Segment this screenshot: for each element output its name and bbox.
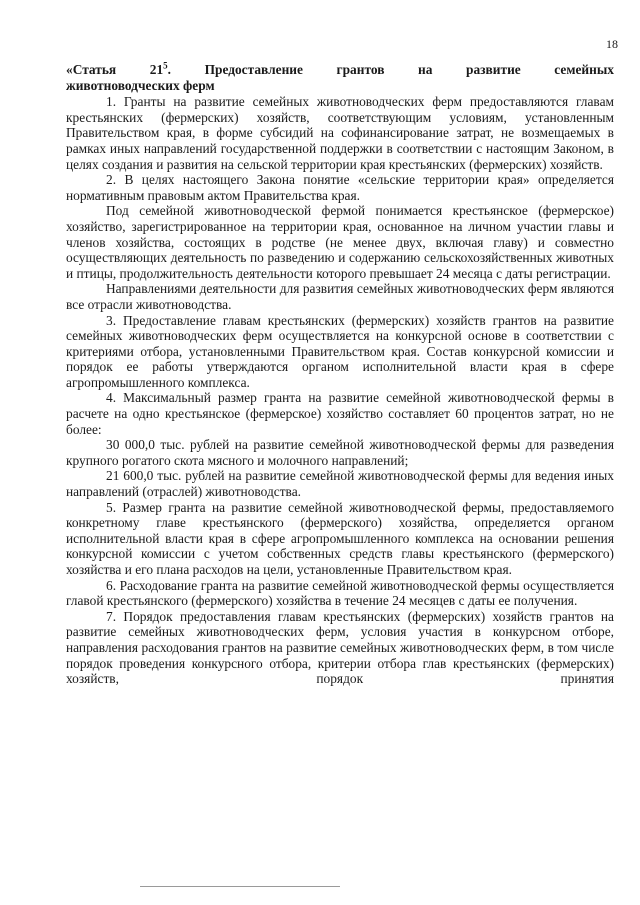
article-title-rest: . Предоставление грантов на развитие семейных	[167, 62, 614, 77]
document-body	[66, 62, 614, 687]
paragraph-6: 6. Расходование гранта на развитие семейной животноводческой фермы осуществляется главой крестьянского (фермерского) хозяйства в течение 24 месяцев с даты ее получения.	[66, 577, 614, 609]
paragraph-directions: Направлениями деятельности для развития семейных животноводческих ферм являются все отрасли животноводства.	[66, 281, 614, 312]
article-title-line2: животноводческих ферм	[66, 77, 215, 93]
paragraph-1: 1. Гранты на развитие семейных животноводческих ферм предоставляются главам крестьянских (фермерских) хозяйств, соответствующим условиям, установленным Правительством края, в форме субсидий на софинансирование затрат, не возмещаемых в рамках иных направлений государственной поддержки в соответствии с настоящим Законом, в целях создания и развития на сельской территории края крестьянских (фермерских) хозяйств.	[66, 94, 614, 172]
paragraph-5: 5. Размер гранта на развитие семейной животноводческой фермы, предоставляемого конкретному главе крестьянского (фермерского) хозяйства, определяется органом исполнительной власти края в сфере агропромышленного комплекса на основании решения конкурсной комиссии с учетом собственных средств главы крестьянского (фермерского) хозяйства и его плана расходов на цели, установленные Правительством края.	[66, 499, 614, 577]
paragraph-7: 7. Порядок предоставления главам крестьянских (фермерских) хозяйств грантов на развитие семейных животноводческих ферм, условия участия в конкурсном отборе, направления расходования грантов на развитие семейных животноводческих ферм, в том числе порядок проведения конкурсного отбора, критерии отбора глав крестьянских (фермерских) хозяйств, порядок принятия	[66, 608, 614, 687]
page-number: 18	[606, 37, 618, 51]
paragraph-family-farm-definition: Под семейной животноводческой фермой понимается крестьянское (фермерское) хозяйство, зарегистрированное на территории края, основанное на личном участии главы и членов хозяйства, состоящих в родстве (не менее двух, включая главу) и совместно осуществляющих деятельность по разведению и содержанию сельскохозяйственных животных и птицы, продолжительность деятельности которого превышает 24 месяца с даты регистрации.	[66, 203, 614, 281]
article-title-superscript: 5	[163, 60, 168, 71]
article-title	[66, 62, 614, 78]
paragraph-grant-other: 21 600,0 тыс. рублей на развитие семейной животноводческой фермы для ведения иных направлений (отраслей) животноводства.	[66, 468, 614, 500]
paragraph-2: 2. В целях настоящего Закона понятие «сельские территории края» определяется нормативным правовым актом Правительства края.	[66, 172, 614, 203]
paragraph-4: 4. Максимальный размер гранта на развитие семейной животноводческой фермы в расчете на одно крестьянское (фермерское) хозяйство составляет 60 процентов затрат, но не более:	[66, 390, 614, 437]
article-title-prefix: «Статья 21	[66, 62, 164, 77]
paragraph-grant-cattle: 30 000,0 тыс. рублей на развитие семейной животноводческой фермы для разведения крупного рогатого скота мясного и молочного направлений;	[66, 437, 614, 468]
paragraph-3: 3. Предоставление главам крестьянских (фермерских) хозяйств грантов на развитие семейных животноводческих ферм осуществляется на конкурсной основе в соответствии с критериями отбора, установленными Правительством края. Состав конкурсной комиссии и порядок ее работы утверждаются органом исполнительной власти края в сфере агропромышленного комплекса.	[66, 312, 614, 390]
scan-edge-line	[140, 886, 340, 887]
